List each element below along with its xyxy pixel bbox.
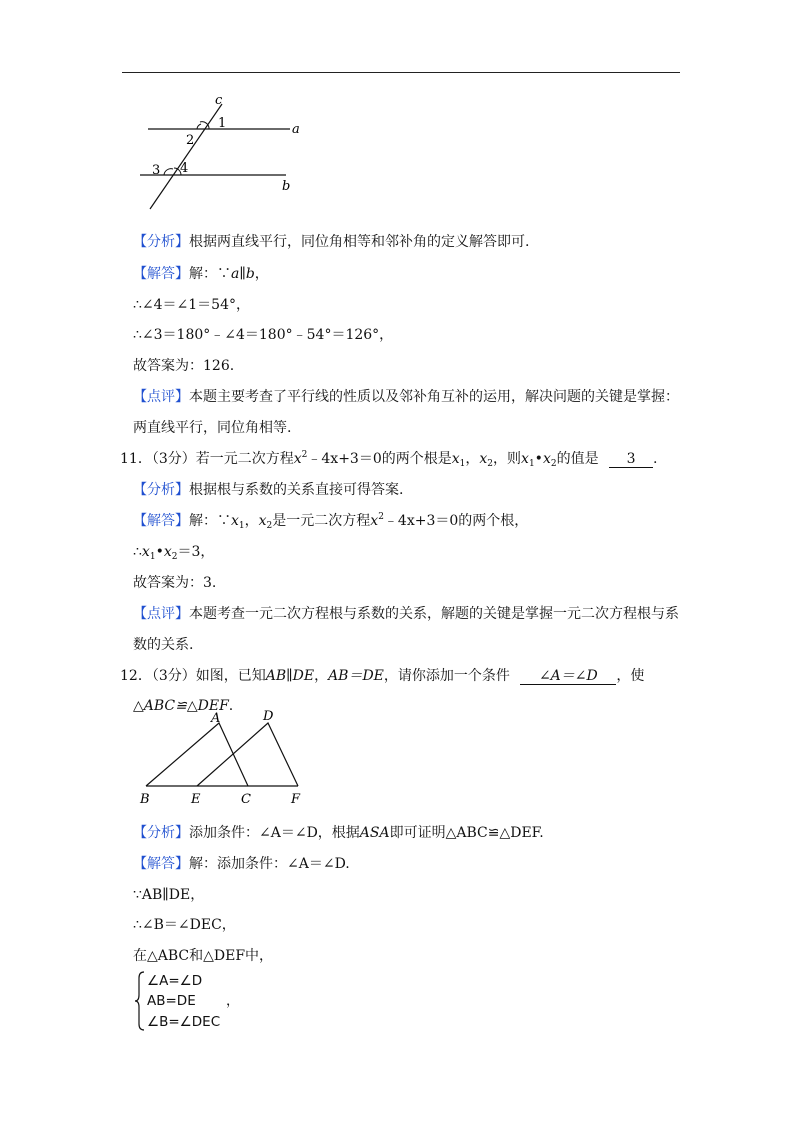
triangles-figure [135, 706, 320, 808]
label-angle-1: 1 [218, 116, 227, 131]
solution-tag: 【解答】 [133, 266, 189, 282]
q12-stem-cont: △ABC≌△DEF. [133, 698, 234, 714]
analysis-tag: 【分析】 [133, 825, 189, 841]
angle-3-arc [164, 169, 173, 175]
label-B: B [140, 792, 150, 807]
q11-step1: $\therefore x_1•x_2=3$， [133, 544, 215, 562]
q10-comment: 【点评】本题主要考查了平行线的性质以及邻补角互补的运用，解决问题的关键是掌握： [133, 389, 679, 405]
label-D: D [263, 709, 274, 724]
angle-1-arc [200, 122, 209, 129]
question-number: 11． [120, 451, 152, 467]
left-brace-icon [134, 970, 146, 1032]
question-number: 12． [120, 668, 152, 684]
q12-step2: ∴∠B＝∠DEC， [133, 917, 236, 933]
label-c: c [215, 93, 223, 108]
header-rule [122, 72, 680, 73]
label-a: a [292, 122, 300, 137]
brace-condition-1: ∠A=∠D [147, 973, 203, 989]
parallel-lines-figure [130, 92, 320, 218]
q10-step1: ∴∠4＝∠1＝54°， [133, 297, 250, 313]
brace-comma: ， [226, 993, 240, 1009]
transversal-c [150, 104, 222, 209]
comment-tag: 【点评】 [133, 606, 189, 622]
q12-analysis: 【分析】添加条件：∠A＝∠D，根据ASA即可证明△ABC≌△DEF. [133, 825, 544, 841]
q10-solution: 【解答】解：∵a∥b， [133, 266, 269, 282]
label-b: b [282, 179, 291, 194]
answer-blank: 3 [609, 451, 653, 468]
label-angle-3: 3 [152, 163, 161, 178]
brace-condition-2: AB=DE [147, 993, 196, 1009]
q11-answer: 故答案为：3. [133, 575, 217, 591]
q11-comment: 【点评】本题考查一元二次方程根与系数的关系，解题的关键是掌握一元二次方程根与系 [133, 606, 679, 622]
analysis-tag: 【分析】 [133, 482, 189, 498]
answer-blank: ∠A＝∠D [520, 668, 616, 685]
analysis-tag: 【分析】 [133, 234, 189, 250]
angle-2-arc [197, 124, 201, 129]
triangle-def [197, 723, 298, 786]
label-E: E [191, 792, 201, 807]
q11-solution: 【解答】解：$\because x_1$，$x_2$是一元二次方程$x^2﹣4x+3=0$的两个根， [133, 512, 529, 531]
q12-step1: ∵AB∥DE， [133, 887, 205, 903]
q12-stem: 12．（3分）如图，已知AB∥DE，AB＝DE，请你添加一个条件 ∠A＝∠D ，使 [120, 668, 645, 684]
q10-analysis: 【分析】根据两直线平行，同位角相等和邻补角的定义解答即可. [133, 234, 530, 250]
label-F: F [291, 792, 301, 807]
solution-tag: 【解答】 [133, 513, 189, 529]
q10-step2: ∴∠3＝180°﹣∠4＝180°﹣54°＝126°， [133, 327, 394, 343]
q12-solution: 【解答】解：添加条件：∠A＝∠D. [133, 856, 350, 872]
label-angle-4: 4 [180, 161, 189, 176]
label-C: C [241, 792, 251, 807]
label-angle-2: 2 [186, 133, 195, 148]
comment-tag: 【点评】 [133, 389, 189, 405]
brace-condition-3: ∠B=∠DEC [147, 1014, 221, 1030]
q10-answer: 故答案为：126. [133, 358, 235, 374]
label-A: A [211, 711, 221, 726]
q12-step3: 在△ABC和△DEF中， [133, 948, 274, 964]
solution-tag: 【解答】 [133, 856, 189, 872]
q10-comment-cont: 两直线平行，同位角相等. [133, 420, 292, 436]
q11-analysis: 【分析】根据根与系数的关系直接可得答案. [133, 482, 404, 498]
q11-stem: 11．（3分）若一元二次方程$x^2﹣4x+3=0$的两个根是$x_1$，$x_2$，则$x_1•x_2$的值是 3 . [120, 450, 658, 469]
q11-comment-cont: 数的关系. [133, 637, 194, 653]
